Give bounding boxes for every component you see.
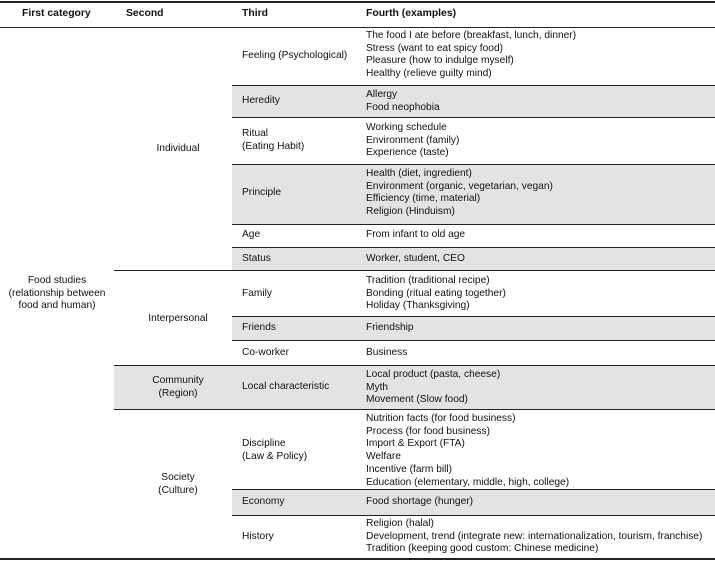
row-rule [232,316,715,317]
row-shade-friends [232,316,715,340]
group-rule [114,270,715,271]
row-rule [232,340,715,341]
fourth-cell: Business [366,347,408,358]
row-shade-status [232,248,715,270]
row-rule [232,164,715,165]
third-cell: Feeling (Psychological) [242,50,348,61]
third-cell: Co-worker [242,347,289,358]
group-rule [114,409,715,410]
row-rule [232,515,715,516]
second-society: Society (Culture) [158,472,198,496]
row-shade-heredity [232,86,715,117]
fourth-cell: Food shortage (hunger) [366,496,474,507]
second-interpersonal: Interpersonal [148,313,208,324]
third-cell: Status [242,253,271,264]
third-cell: Ritual (Eating Habit) [242,128,305,152]
third-cell: Local characteristic [242,381,330,392]
fourth-cell: Tradition (traditional recipe) Bonding (ritual eating together) Holiday (Thanksgiving) [366,275,506,312]
header-second: Second [126,8,164,19]
fourth-cell: Friendship [366,322,414,333]
fourth-cell: Religion (halal) Development, trend (integrate new: internationalization, tourism, franchise) Tradition (keeping good custom: Chinese medicine) [366,518,703,555]
top-rule [0,1,715,3]
third-cell: Economy [242,496,285,507]
header-fourth: Fourth (examples) [366,8,457,19]
fourth-cell: Local product (pasta, cheese) Myth Movement (Slow food) [366,369,501,406]
row-rule [232,224,715,225]
group-rule [114,365,715,366]
third-cell: Age [242,229,261,240]
fourth-cell: From infant to old age [366,229,466,240]
first-category-cell: Food studies (relationship between food and human) [8,275,106,312]
fourth-cell: Allergy Food neophobia [366,89,440,113]
header-third: Third [242,8,268,19]
row-shade-economy [232,490,715,515]
third-cell: History [242,531,274,542]
fourth-cell: The food I ate before (breakfast, lunch, dinner) Stress (want to eat spicy food) Pleasure (how to indulge myself) Healthy (relieve guilty mind) [366,30,577,80]
third-cell: Family [242,288,272,299]
header-rule [0,27,715,28]
row-rule [232,117,715,118]
row-rule [232,85,715,86]
third-cell: Heredity [242,95,280,106]
third-cell: Principle [242,187,282,198]
third-cell: Friends [242,322,276,333]
fourth-cell: Health (diet, ingredient) Environment (organic, vegetarian, vegan) Efficiency (time, material) Religion (Hinduism) [366,168,553,218]
fourth-cell: Working schedule Environment (family) Experience (taste) [366,122,460,159]
second-community: Community (Region) [152,375,204,399]
header-first-category: First category [22,8,91,19]
fourth-cell: Nutrition facts (for food business) Process (for food business) Import & Export (FTA) Welfare Incentive (farm bill) Education (elementary, middle, high, college) [366,413,570,488]
third-cell: Discipline (Law & Policy) [242,438,308,462]
bottom-rule [0,558,715,560]
row-rule [232,247,715,248]
second-individual: Individual [156,143,200,154]
fourth-cell: Worker, student, CEO [366,253,465,264]
